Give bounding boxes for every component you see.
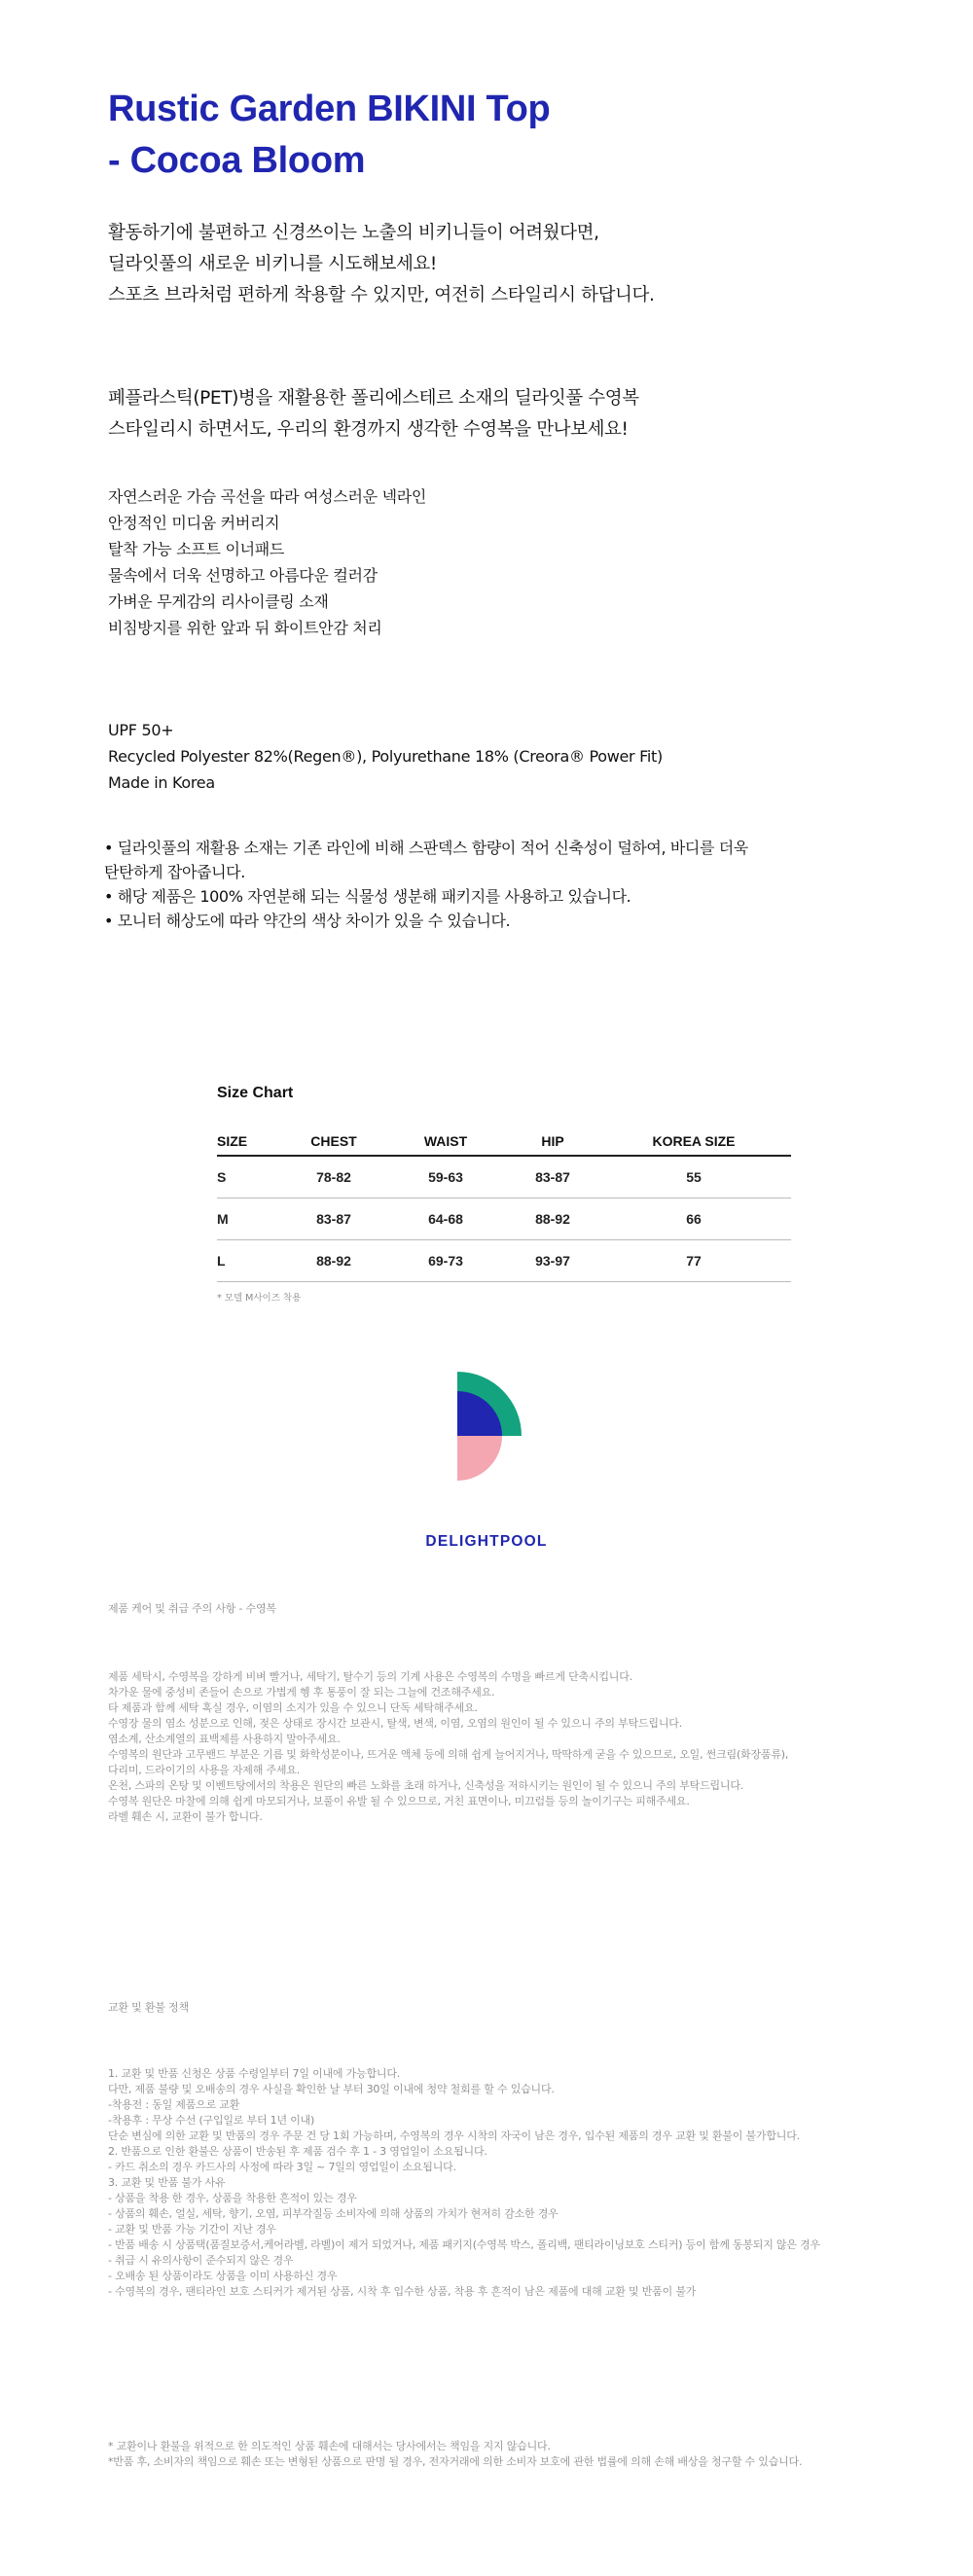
- table-row: [217, 1240, 791, 1282]
- size-table-header: [217, 1127, 791, 1156]
- cell-korea-size: 77: [596, 1240, 791, 1282]
- cell-size: S: [217, 1156, 285, 1199]
- spec-upf: UPF 50+: [108, 721, 174, 739]
- care-line: 차가운 물에 중성비 존들어 손으로 가볍게 헹 후 통풍이 잘 되는 그늘에 건조해주세요.: [108, 1686, 495, 1699]
- exchange-footer-line: *반품 후, 소비자의 책임으로 훼손 또는 변형된 상품으로 판명 될 경우, 전자거래에 의한 소비자 보호에 관한 법률에 의해 손해 배상을 청구할 수 있습니다.: [108, 2455, 803, 2468]
- care-line: 염소계, 산소계열의 표백제를 사용하지 말아주세요.: [108, 1733, 341, 1745]
- feature-item: 비침방지를 위한 앞과 뒤 화이트안감 처리: [108, 619, 382, 637]
- note-item: • 딜라잇풀의 재활용 소재는 기존 라인에 비해 스판덱스 함량이 적어 신축성이 덜하여, 바디를 더욱: [104, 839, 748, 857]
- brand-name: DELIGHTPOOL: [425, 1533, 548, 1550]
- cell-size: L: [217, 1240, 285, 1282]
- care-line: 수영복의 원단과 고무밴드 부분은 기름 및 화학성분이나, 뜨거운 액체 등에 의해 쉽게 늘어지거나, 딱딱하게 굳을 수 있으므로, 오일, 썬크림(화장품류),: [108, 1748, 789, 1761]
- spec-list: [108, 717, 663, 796]
- cell-korea-size: 55: [596, 1156, 791, 1199]
- intro-line: 폐플라스틱(PET)병을 재활용한 폴리에스테르 소재의 딜라잇풀 수영복: [108, 388, 639, 409]
- care-line: 수영복 원단은 마찰에 의해 쉽게 마모되거나, 보풀이 유발 될 수 있으므로, 거친 표면이나, 미끄럼틀 등의 놀이기구는 피해주세요.: [108, 1795, 690, 1807]
- feature-item: 자연스러운 가슴 곡선을 따라 여성스러운 넥라인: [108, 487, 427, 506]
- cell-waist: 59-63: [382, 1156, 509, 1199]
- header-korea-size: KOREA SIZE: [596, 1127, 791, 1156]
- care-line: 타 제품과 함께 세탁 혹실 경우, 이염의 소지가 있을 수 있으니 단독 세탁해주세요.: [108, 1701, 478, 1714]
- notes-list: [104, 836, 805, 933]
- exchange-line: 단순 변심에 의한 교환 및 반품의 경우 주문 건 당 1회 가능하며, 수영복의 경우 시착의 자국이 남은 경우, 입수된 제품의 경우 교환 및 환불이 불가합니다.: [108, 2129, 800, 2142]
- header-hip: HIP: [509, 1127, 596, 1156]
- exchange-line: 1. 교환 및 반품 신청은 상품 수령일부터 7일 이내에 가능합니다.: [108, 2067, 401, 2080]
- table-row: [217, 1199, 791, 1240]
- spec-material: Recycled Polyester 82%(Regen®), Polyurethane 18% (Creora® Power Fit): [108, 747, 663, 766]
- size-chart-footnote: * 모델 M사이즈 착용: [217, 1293, 302, 1304]
- exchange-footer-line: * 교환이나 환불을 위적으로 한 의도적인 상품 훼손에 대해서는 당사에서는 책임을 지지 않습니다.: [108, 2440, 551, 2452]
- exchange-line: - 상품을 착용 한 경우, 상품을 착용한 흔적이 있는 경우: [108, 2192, 357, 2204]
- exchange-line: 3. 교환 및 반품 불가 사유: [108, 2176, 226, 2189]
- exchange-line: - 반품 배송 시 상품택(품질보증서,케어라벨, 라벨)이 제거 되었거나, 제품 패키지(수영복 박스, 폴리백, 팬티라이닝보호 스티커) 등이 함께 동봉되지 않은 경우: [108, 2238, 820, 2251]
- intro-line: 스포츠 브라처럼 편하게 착용할 수 있지만, 여전히 스타일리시 하답니다.: [108, 285, 655, 305]
- exchange-line: 2. 반품으로 인한 환불은 상품이 반송된 후 제품 검수 후 1 - 3 영업일이 소요됩니다.: [108, 2145, 487, 2158]
- note-item: 탄탄하게 잡아줍니다.: [104, 863, 245, 881]
- feature-item: 탈착 가능 소프트 이너패드: [108, 540, 285, 558]
- exchange-line: - 카드 취소의 경우 카드사의 사정에 따라 3일 ~ 7일의 영업일이 소요됩니다.: [108, 2161, 456, 2173]
- exchange-line: -착용전 : 동일 제품으로 교환: [108, 2098, 240, 2111]
- exchange-policy: [108, 2065, 886, 2299]
- brand-logo: [411, 1372, 562, 1551]
- product-title: [108, 84, 789, 187]
- exchange-line: - 상품의 훼손, 얼실, 세탁, 향기, 오염, 피부각질등 소비자에 의해 상품의 가치가 현저히 감소한 경우: [108, 2207, 559, 2220]
- intro-paragraph-1: [108, 218, 654, 311]
- cell-korea-size: 66: [596, 1199, 791, 1240]
- spec-origin: Made in Korea: [108, 773, 215, 792]
- feature-item: 안정적인 미디움 커버리지: [108, 514, 280, 532]
- header-size: SIZE: [217, 1127, 285, 1156]
- intro-line: 딜라잇풀의 새로운 비키니를 시도해보세요!: [108, 254, 437, 274]
- note-item: • 모니터 해상도에 따라 약간의 색상 차이가 있을 수 있습니다.: [104, 912, 511, 930]
- care-line: 다리미, 드라이기의 사용을 자제해 주세요.: [108, 1764, 301, 1776]
- feature-item: 물속에서 더욱 선명하고 아름다운 컬러감: [108, 566, 378, 585]
- header-chest: CHEST: [285, 1127, 382, 1156]
- size-chart-title: Size Chart: [217, 1085, 294, 1101]
- cell-chest: 88-92: [285, 1240, 382, 1282]
- cell-hip: 83-87: [509, 1156, 596, 1199]
- exchange-line: - 교환 및 반품 가능 기간이 지난 경우: [108, 2223, 276, 2236]
- cell-waist: 69-73: [382, 1240, 509, 1282]
- feature-list: [108, 483, 426, 641]
- care-heading: 제품 케어 및 취급 주의 사항 - 수영복: [108, 1602, 276, 1615]
- care-line: 라벨 훼손 시, 교환이 불가 합니다.: [108, 1810, 263, 1823]
- brand-logo-icon: [448, 1372, 525, 1521]
- intro-line: 스타일리시 하면서도, 우리의 환경까지 생각한 수영복을 만나보세요!: [108, 419, 629, 440]
- care-instructions: [108, 1668, 886, 1824]
- table-row: [217, 1156, 791, 1199]
- exchange-footer: [108, 2438, 886, 2469]
- cell-chest: 83-87: [285, 1199, 382, 1240]
- exchange-line: - 취급 시 유의사항이 준수되지 않은 경우: [108, 2254, 294, 2267]
- size-chart: [217, 1085, 791, 1304]
- cell-waist: 64-68: [382, 1199, 509, 1240]
- care-line: 수영장 물의 염소 성분으로 인해, 젖은 상태로 장시간 보관시, 탈색, 변색, 이염, 오염의 원인이 될 수 있으니 주의 부탁드립니다.: [108, 1717, 682, 1730]
- size-table: [217, 1127, 791, 1282]
- cell-hip: 88-92: [509, 1199, 596, 1240]
- exchange-line: -착용후 : 무상 수선 (구입일로 부터 1년 이내): [108, 2114, 315, 2127]
- care-line: 제품 세탁시, 수영복을 강하게 비벼 빨거나, 세탁기, 탈수기 등의 기계 사용은 수영복의 수명을 빠르게 단축시킵니다.: [108, 1670, 632, 1683]
- logo-pink-quarter: [457, 1436, 502, 1481]
- care-line: 온천, 스파의 온탕 및 이벤트탕에서의 착용은 원단의 빠른 노화를 초래 하거나, 신축성을 저하시키는 원인이 될 수 있으니 주의 부탁드립니다.: [108, 1779, 744, 1792]
- exchange-line: - 오배송 된 상품이라도 상품을 이미 사용하신 경우: [108, 2270, 338, 2282]
- intro-line: 활동하기에 불편하고 신경쓰이는 노출의 비키니들이 어려웠다면,: [108, 223, 599, 243]
- product-title-line2: - Cocoa Bloom: [108, 140, 366, 181]
- exchange-line: 다만, 제품 불량 및 오배송의 경우 사실을 확인한 날 부터 30일 이내에 청약 철회를 할 수 있습니다.: [108, 2083, 555, 2095]
- cell-size: M: [217, 1199, 285, 1240]
- intro-paragraph-2: [108, 383, 639, 446]
- exchange-heading: 교환 및 환불 정책: [108, 2001, 189, 2014]
- header-waist: WAIST: [382, 1127, 509, 1156]
- product-title-line1: Rustic Garden BIKINI Top: [108, 89, 551, 129]
- note-item: • 해당 제품은 100% 자연분해 되는 식물성 생분해 패키지를 사용하고 있습니다.: [104, 887, 631, 906]
- exchange-line: - 수영복의 경우, 팬티라인 보호 스티커가 제거된 상품, 시착 후 입수한 상품, 착용 후 흔적이 남은 제품에 대해 교환 및 반품이 불가: [108, 2285, 697, 2298]
- cell-hip: 93-97: [509, 1240, 596, 1282]
- feature-item: 가벼운 무게감의 리사이클링 소재: [108, 592, 329, 611]
- cell-chest: 78-82: [285, 1156, 382, 1199]
